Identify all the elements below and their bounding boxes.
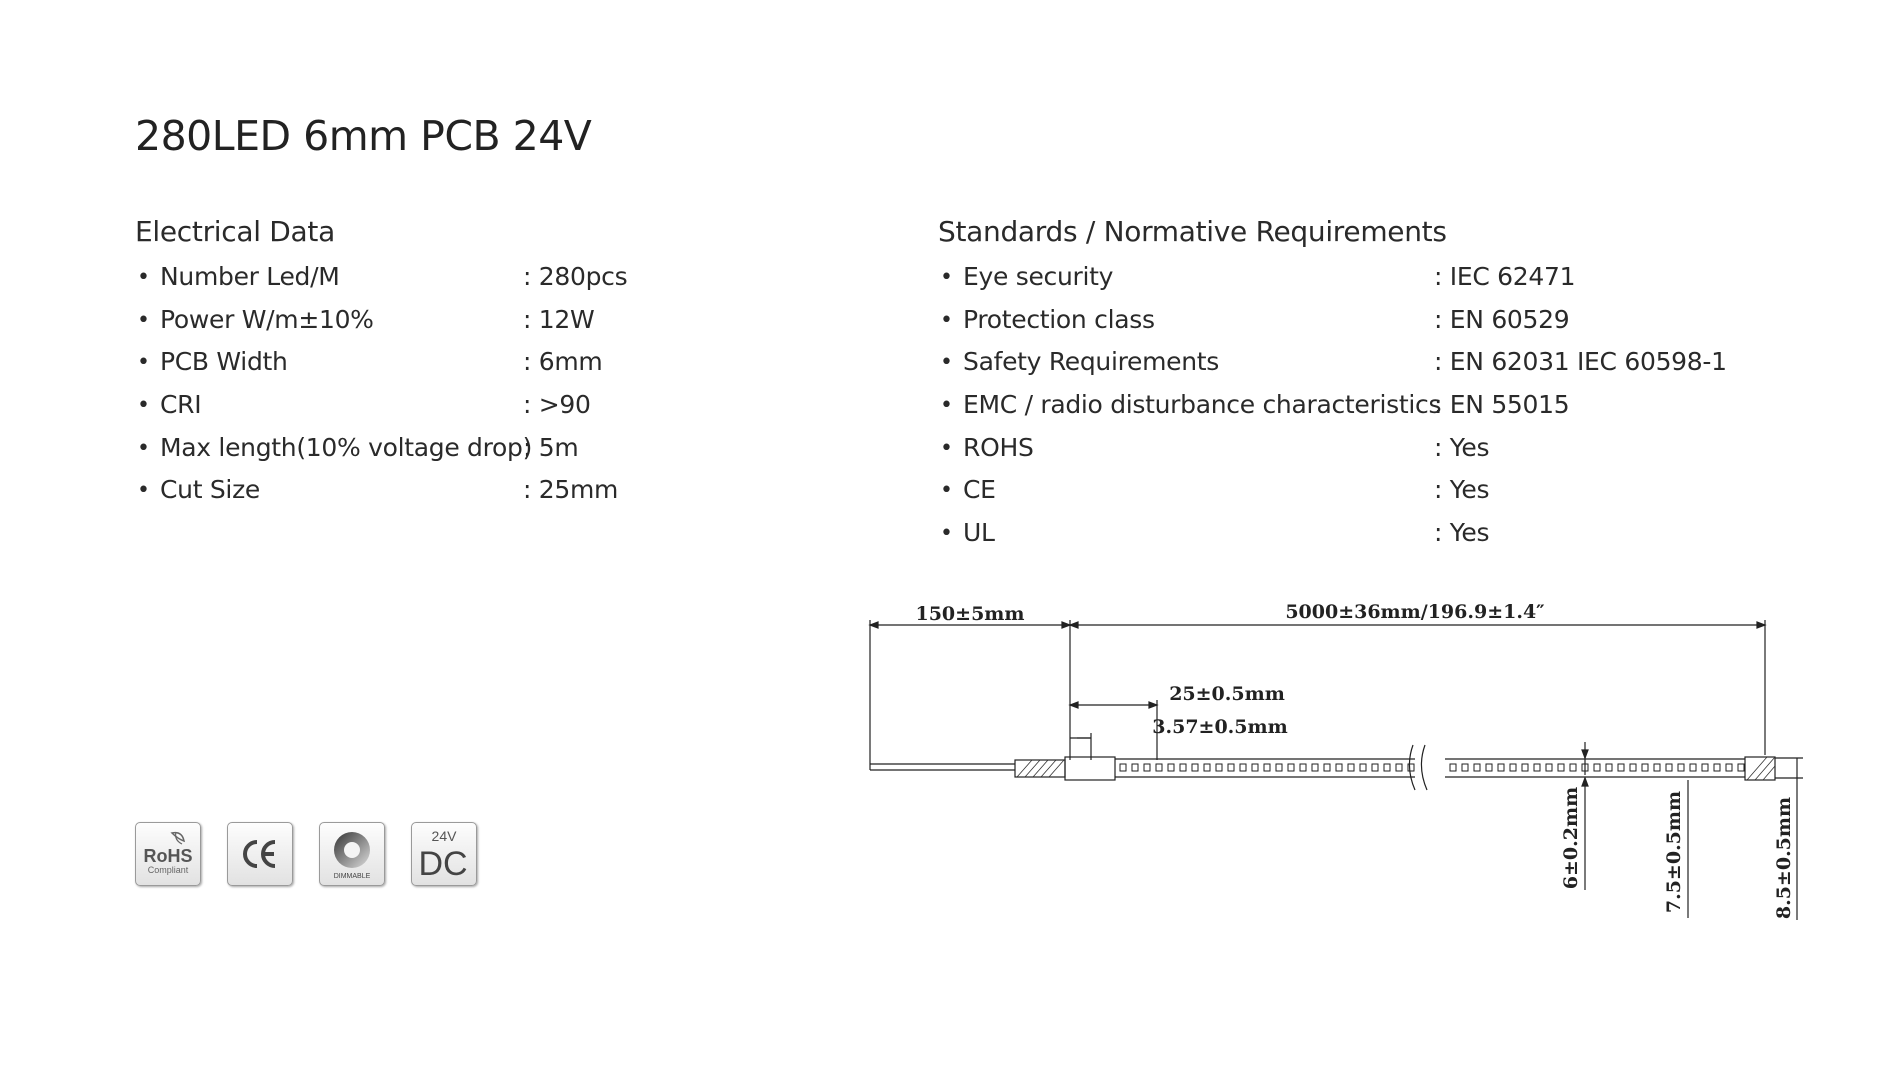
led-dot <box>1192 764 1198 771</box>
spec-value: : 280pcs <box>523 262 628 291</box>
standard-label: CE <box>963 475 996 505</box>
standard-row-rohs <box>938 428 1738 471</box>
bullet-icon: • <box>940 265 953 290</box>
led-dot <box>1618 764 1624 771</box>
standard-row-ce <box>938 470 1738 513</box>
standard-row-protection-class <box>938 300 1738 343</box>
led-dot <box>1180 764 1186 771</box>
spec-label: Number Led/M <box>160 262 340 291</box>
bullet-icon: • <box>940 393 953 419</box>
spec-value: : 5m <box>523 432 579 462</box>
standard-row-safety <box>938 342 1738 385</box>
led-dot <box>1534 764 1540 771</box>
led-dot <box>1216 764 1222 771</box>
spec-value: : 12W <box>523 304 595 334</box>
standards-list <box>938 257 1738 556</box>
led-dot <box>1240 764 1246 771</box>
width-3-label: 8.5±0.5mm <box>1773 796 1795 920</box>
standard-value: : IEC 62471 <box>1434 262 1576 291</box>
standards-heading: Standards / Normative Requirements <box>938 215 1447 248</box>
pcb-width-label: 6±0.2mm <box>1560 786 1582 890</box>
standard-value: : Yes <box>1434 475 1490 505</box>
led-dot <box>1738 764 1744 771</box>
standard-label: EMC / radio disturbance characteristics <box>963 390 1442 420</box>
led-dot <box>1144 764 1150 771</box>
standard-value: : EN 62031 IEC 60598-1 <box>1434 347 1727 377</box>
rohs-icon-subtext: Compliant <box>147 865 189 875</box>
bullet-icon: • <box>940 307 953 333</box>
led-dot <box>1546 764 1552 771</box>
strip-length-label: 5000±36mm/196.9±1.4″ <box>1285 601 1545 623</box>
led-dot <box>1228 764 1234 771</box>
standard-label: UL <box>963 518 995 548</box>
spec-row-max-length <box>135 428 735 471</box>
led-dot <box>1570 764 1576 771</box>
led-dot <box>1462 764 1468 771</box>
led-dot <box>1324 764 1330 771</box>
bullet-icon: • <box>137 478 150 504</box>
led-dot <box>1702 764 1708 771</box>
led-dot <box>1288 764 1294 771</box>
standard-value: : Yes <box>1434 518 1490 548</box>
led-pitch-label: 3.57±0.5mm <box>1152 716 1288 738</box>
led-dot <box>1726 764 1732 771</box>
led-dot <box>1132 764 1138 771</box>
standard-label: ROHS <box>963 432 1034 462</box>
spec-label: Power W/m±10% <box>160 304 374 334</box>
strip-dimension-drawing <box>865 590 1805 930</box>
bullet-icon: • <box>940 521 953 547</box>
led-dot <box>1204 764 1210 771</box>
bullet-icon: • <box>940 350 953 376</box>
led-dot <box>1120 764 1126 771</box>
rohs-compliant-icon <box>135 822 201 886</box>
dimmable-icon <box>319 822 385 886</box>
spec-row-power <box>135 300 735 343</box>
led-dot <box>1486 764 1492 771</box>
cut-size-label: 25±0.5mm <box>1169 683 1285 705</box>
spec-value: : 6mm <box>523 347 603 377</box>
rohs-icon-text: RoHS <box>143 846 193 866</box>
standard-row-eye-security <box>938 257 1738 300</box>
bullet-icon: • <box>940 478 953 504</box>
lead-length-label: 150±5mm <box>915 603 1025 625</box>
led-dot <box>1396 764 1402 771</box>
bullet-icon: • <box>137 393 150 419</box>
led-dot-row <box>1120 764 1744 771</box>
standard-row-ul <box>938 513 1738 556</box>
led-dot <box>1264 764 1270 771</box>
standard-value: : Yes <box>1434 432 1490 462</box>
width-2-label: 7.5±0.5mm <box>1663 790 1685 914</box>
led-dot <box>1336 764 1342 771</box>
spec-value: : >90 <box>523 390 591 420</box>
bullet-icon: • <box>137 307 150 333</box>
page-title: 280LED 6mm PCB 24V <box>135 112 592 160</box>
led-dot <box>1372 764 1378 771</box>
standard-label: Safety Requirements <box>963 347 1220 377</box>
dc-icon-voltage: 24V <box>431 828 457 844</box>
led-dot <box>1594 764 1600 771</box>
electrical-data-heading: Electrical Data <box>135 215 335 248</box>
led-dot <box>1510 764 1516 771</box>
led-dot <box>1690 764 1696 771</box>
led-dot <box>1348 764 1354 771</box>
led-dot <box>1642 764 1648 771</box>
bullet-icon: • <box>137 350 150 376</box>
dc-icon-text: DC <box>418 845 468 883</box>
led-dot <box>1312 764 1318 771</box>
led-dot <box>1384 764 1390 771</box>
led-dot <box>1678 764 1684 771</box>
standard-value: : EN 55015 <box>1434 390 1570 420</box>
spec-row-number-led <box>135 257 735 300</box>
ce-mark-icon <box>227 822 293 886</box>
dimmable-icon-text: DIMMABLE <box>333 873 371 880</box>
spec-row-cri <box>135 385 735 428</box>
led-dot <box>1606 764 1612 771</box>
led-dot <box>1360 764 1366 771</box>
standard-label: Eye security <box>963 262 1114 291</box>
led-dot <box>1156 764 1162 771</box>
led-dot <box>1558 764 1564 771</box>
spec-label: CRI <box>160 390 202 420</box>
led-dot <box>1168 764 1174 771</box>
standard-row-emc <box>938 385 1738 428</box>
led-dot <box>1474 764 1480 771</box>
bullet-icon: • <box>137 265 150 290</box>
led-dot <box>1450 764 1456 771</box>
led-dot <box>1630 764 1636 771</box>
led-dot <box>1714 764 1720 771</box>
spec-label: Max length(10% voltage drop) <box>160 432 533 462</box>
spec-label: PCB Width <box>160 347 288 377</box>
electrical-data-list <box>135 257 735 513</box>
led-dot <box>1522 764 1528 771</box>
spec-row-pcb-width <box>135 342 735 385</box>
led-dot <box>1300 764 1306 771</box>
24v-dc-icon <box>411 822 477 886</box>
led-dot <box>1498 764 1504 771</box>
spec-value: : 25mm <box>523 475 619 505</box>
standard-value: : EN 60529 <box>1434 304 1570 334</box>
led-dot <box>1654 764 1660 771</box>
spec-label: Cut Size <box>160 475 260 505</box>
bullet-icon: • <box>940 435 953 461</box>
bullet-icon: • <box>137 435 150 461</box>
led-dot <box>1252 764 1258 771</box>
spec-row-cut-size <box>135 470 735 513</box>
standard-label: Protection class <box>963 304 1155 334</box>
led-dot <box>1666 764 1672 771</box>
led-dot <box>1276 764 1282 771</box>
